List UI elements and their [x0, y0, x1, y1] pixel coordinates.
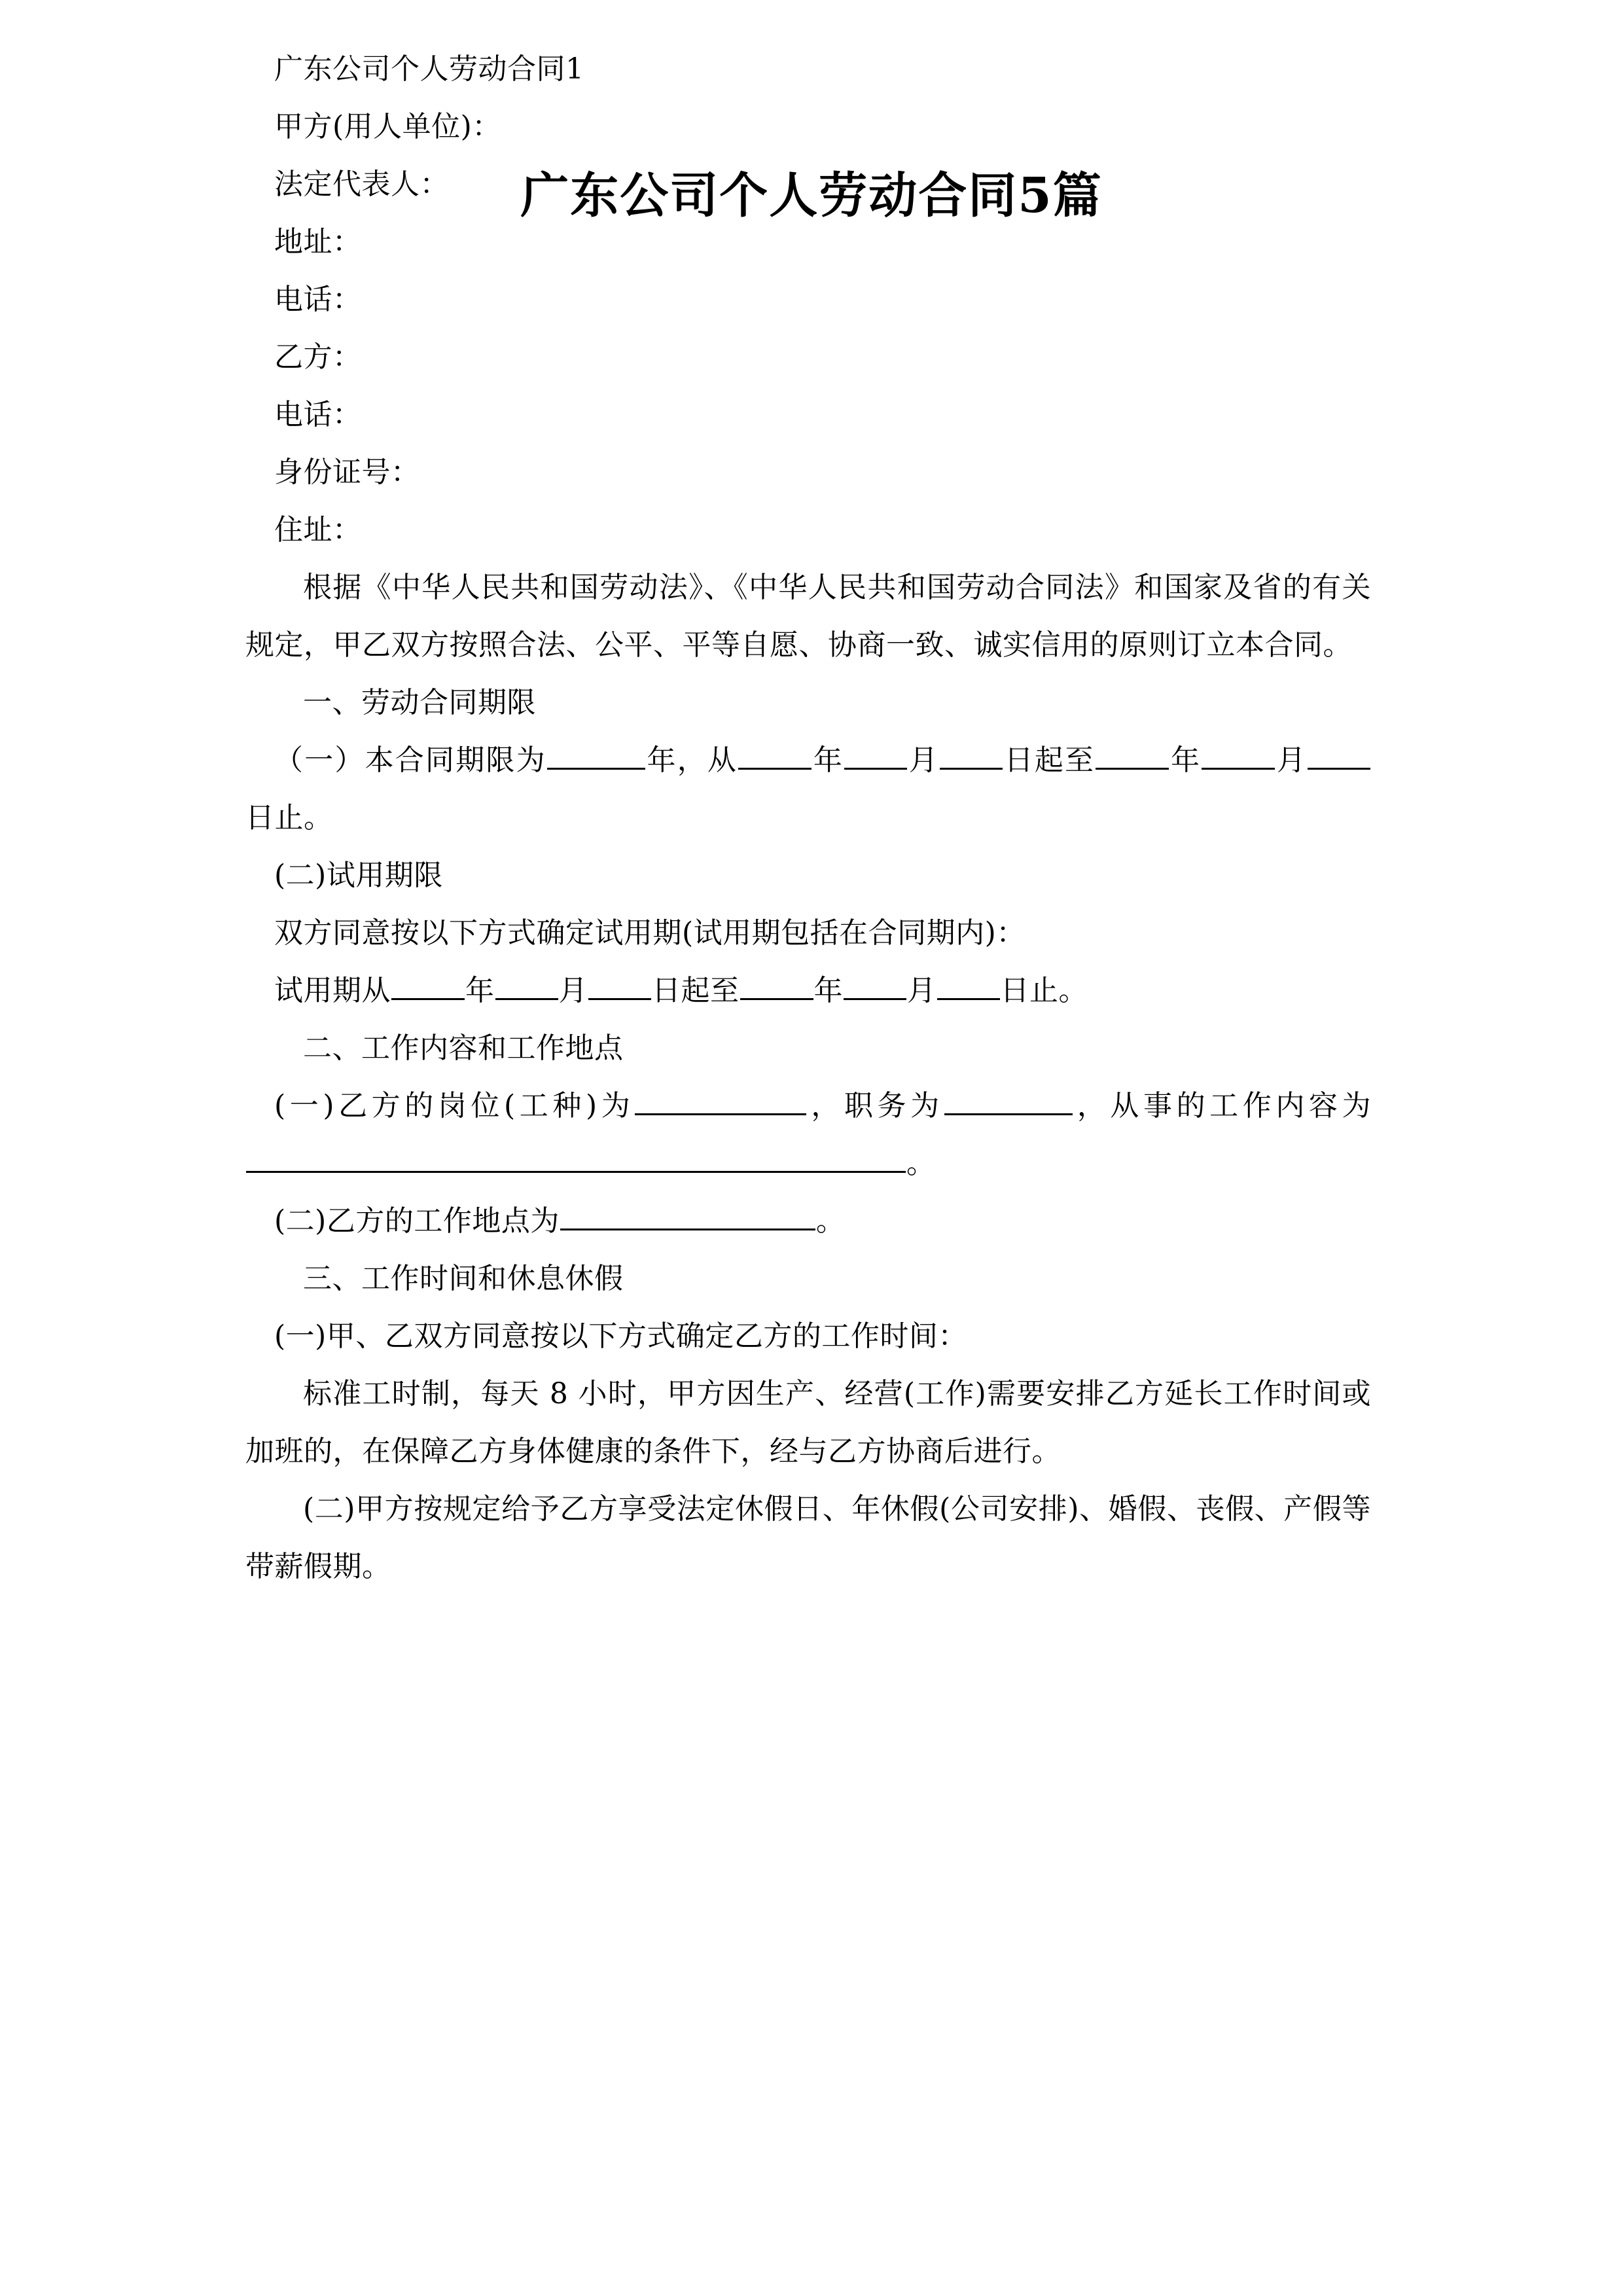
section-3-item-2: (二)甲方按规定给予乙方享受法定休假日、年休假(公司安排)、婚假、丧假、产假等带薪假期。	[245, 1492, 1371, 1583]
section-1-item-1-text-d: 月	[908, 744, 939, 777]
fill-blank-probation-start-year[interactable]	[391, 972, 465, 1000]
section-1-item-2-heading: (二)试用期限	[274, 859, 443, 892]
fill-blank-end-year[interactable]	[1096, 742, 1169, 770]
section-2-item-1-text-b: ，职务为	[807, 1089, 944, 1122]
fill-blank-start-month[interactable]	[844, 742, 907, 770]
document-body	[245, 0, 1371, 1596]
fill-blank-probation-end-day[interactable]	[937, 972, 1000, 1000]
section-3-heading: 三、工作时间和休息休假	[303, 1262, 624, 1295]
section-1-item-1-text-e: 日起至	[1003, 744, 1096, 777]
section-2-item-1-text-a: (一)乙方的岗位(工种)为	[274, 1089, 635, 1122]
fill-blank-start-day[interactable]	[940, 742, 1003, 770]
section-3-item-1: (一)甲、乙双方同意按以下方式确定乙方的工作时间：	[274, 1319, 967, 1353]
residence-label: 住址：	[274, 513, 362, 547]
section-2-item-2-text-b: 。	[815, 1204, 846, 1238]
section-2-item-1	[245, 1077, 1371, 1193]
id-number-label: 身份证号：	[274, 456, 420, 489]
section-1-item-1-text-c: 年	[812, 744, 844, 777]
address-label: 地址：	[274, 225, 362, 259]
section-1-probation-dates	[245, 962, 1371, 1020]
fill-blank-probation-start-day[interactable]	[588, 972, 651, 1000]
fill-blank-start-year[interactable]	[738, 742, 812, 770]
section-2-item-1-text-c: ，从事的工作内容为	[1073, 1089, 1372, 1122]
probation-text-a: 试用期从	[274, 974, 391, 1007]
party-a-label: 甲方(用人单位)：	[274, 110, 501, 143]
fill-blank-probation-end-month[interactable]	[844, 972, 906, 1000]
page-title: 广东公司个人劳动合同5篇	[520, 168, 1103, 224]
fill-blank-end-day[interactable]	[1308, 742, 1370, 770]
party-b-phone-label: 电话：	[274, 398, 362, 431]
party-a-phone-label: 电话：	[274, 283, 362, 316]
legal-representative-label: 法定代表人：	[274, 168, 449, 201]
probation-text-f: 月	[907, 974, 936, 1007]
probation-text-d: 日起至	[652, 974, 740, 1007]
fill-blank-job-content[interactable]	[246, 1145, 906, 1173]
fill-blank-contract-years[interactable]	[547, 742, 645, 770]
section-1-item-1-text-h: 日止。	[245, 801, 333, 834]
section-1-item-2-text: 双方同意按以下方式确定试用期(试用期包括在合同期内)：	[274, 916, 1026, 950]
section-2-item-2-text-a: (二)乙方的工作地点为	[274, 1204, 560, 1238]
section-2-item-2	[245, 1193, 1371, 1250]
party-b-label: 乙方：	[274, 340, 362, 374]
probation-text-b: 年	[465, 974, 495, 1007]
probation-text-e: 年	[813, 974, 843, 1007]
fill-blank-probation-end-year[interactable]	[740, 972, 813, 1000]
section-1-item-1-text-a: （一）本合同期限为	[274, 744, 546, 777]
fill-blank-work-location[interactable]	[560, 1202, 815, 1230]
fill-blank-probation-start-month[interactable]	[495, 972, 558, 1000]
fill-blank-end-month[interactable]	[1202, 742, 1275, 770]
section-1-item-1	[245, 732, 1371, 847]
section-2-item-1-text-d: 。	[906, 1147, 936, 1180]
section-3-item-1-detail: 标准工时制，每天 8 小时，甲方因生产、经营(工作)需要安排乙方延长工作时间或加班的，在保障乙方身体健康的条件下，经与乙方协商后进行。	[245, 1377, 1371, 1468]
section-1-item-1-text-g: 月	[1275, 744, 1308, 777]
contract-subheading: 广东公司个人劳动合同1	[274, 52, 584, 86]
probation-text-c: 月	[558, 974, 588, 1007]
section-1-item-1-text-f: 年	[1169, 744, 1202, 777]
section-1-heading: 一、劳动合同期限	[303, 686, 536, 719]
preamble-paragraph: 根据《中华人民共和国劳动法》、《中华人民共和国劳动合同法》和国家及省的有关规定，甲乙双方按照合法、公平、平等自愿、协商一致、诚实信用的原则订立本合同。	[245, 571, 1371, 662]
fill-blank-job-title[interactable]	[944, 1087, 1073, 1115]
probation-text-g: 日止。	[1000, 974, 1088, 1007]
section-2-heading: 二、工作内容和工作地点	[303, 1031, 624, 1065]
section-1-item-1-text-b: 年，从	[645, 744, 738, 777]
fill-blank-job-position[interactable]	[635, 1087, 806, 1115]
